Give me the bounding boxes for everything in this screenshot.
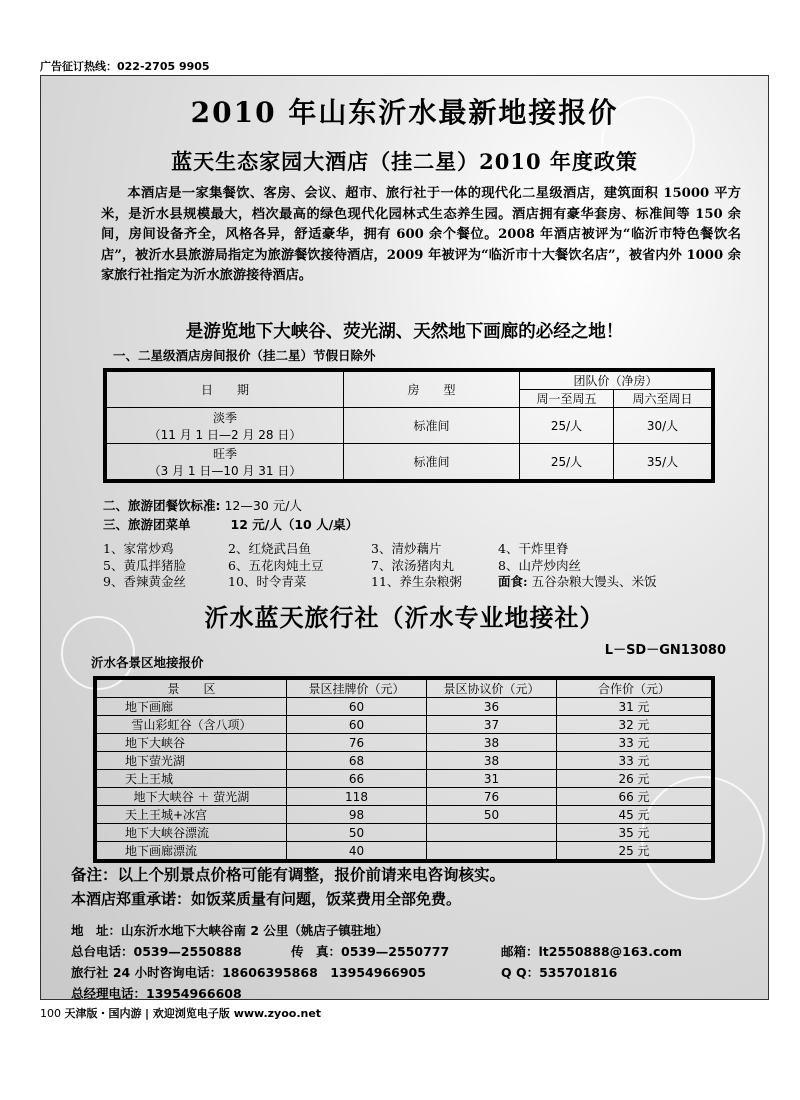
scenic-name: 地下画廊 bbox=[97, 698, 287, 716]
partner-price: 31 元 bbox=[557, 698, 712, 716]
partner-price: 33 元 bbox=[557, 752, 712, 770]
list-item: 8、山芹炒肉丝 bbox=[498, 557, 581, 573]
table-row bbox=[107, 408, 712, 444]
list-price: 98 bbox=[287, 806, 427, 824]
page-footer: 100 天津版・国内游 | 欢迎浏览电子版 www.zyoo.net bbox=[40, 1007, 322, 1020]
agreed-price: 50 bbox=[427, 806, 557, 824]
room-type-cell: 标准间 bbox=[344, 408, 520, 444]
table-row bbox=[97, 824, 712, 842]
partner-price: 33 元 bbox=[557, 734, 712, 752]
meal-standards bbox=[103, 496, 358, 534]
season-cell: 淡季 （11 月 1 日—2 月 28 日） bbox=[107, 408, 344, 444]
page-number: 100 bbox=[40, 1007, 61, 1020]
col-weekend: 周六至周日 bbox=[614, 390, 712, 408]
address: 地 址：山东沂水地下大峡谷南 2 公里（姚店子镇驻地） bbox=[71, 923, 389, 938]
list-price: 60 bbox=[287, 716, 427, 734]
menu-label: 三、旅游团菜单 bbox=[103, 517, 191, 532]
partner-price: 32 元 bbox=[557, 716, 712, 734]
room-type-cell: 标准间 bbox=[344, 444, 520, 480]
col-date: 日 期 bbox=[107, 372, 344, 408]
hotel-intro: 本酒店是一家集餐饮、客房、会议、超市、旅行社于一体的现代化二星级酒店，建筑面积 15000 平方米，是沂水县规模最大，档次最高的绿色现代化园林式生态养生园。酒店拥有豪华套房、标准间等 150 余间，房间设备齐全，风格各异，舒适豪华，拥有 600 余个餐位。2008 年酒店被评为“临沂市特色餐饮名店”，被沂水县旅游局指定为旅游餐饮接待酒店，2009 年被评为“临沂市十大餐饮名店”，被省内外 1000 余家旅行社指定为沂水旅游接待酒店。 bbox=[101, 186, 741, 283]
scenic-price-table bbox=[93, 676, 715, 863]
agreed-price: 37 bbox=[427, 716, 557, 734]
list-item: 5、黄瓜拌猪脸 bbox=[103, 557, 186, 573]
scenic-name: 地下大峡谷漂流 bbox=[97, 824, 287, 842]
meal-standard-label: 二、旅游团餐饮标准: bbox=[103, 498, 221, 513]
list-item: 7、浓汤猪肉丸 bbox=[371, 557, 454, 573]
col-list-price: 景区挂牌价（元） bbox=[287, 680, 427, 698]
table-row bbox=[97, 806, 712, 824]
ad-hotline: 广告征订热线：022-2705 9905 bbox=[40, 60, 210, 73]
season-cell: 旺季 （3 月 1 日—10 月 31 日） bbox=[107, 444, 344, 480]
col-agreed-price: 景区协议价（元） bbox=[427, 680, 557, 698]
slogan: 是游览地下大峡谷、荧光湖、天然地下画廊的必经之地！ bbox=[185, 322, 624, 342]
partner-price: 45 元 bbox=[557, 806, 712, 824]
col-group-price: 团队价（净房） bbox=[520, 372, 712, 390]
list-item: 11、养生杂粮粥 bbox=[371, 574, 462, 589]
table-row bbox=[97, 842, 712, 860]
scenic-name: 天上王城+冰宫 bbox=[97, 806, 287, 824]
list-item: 2、红烧武吕鱼 bbox=[228, 541, 311, 556]
website-link[interactable]: 欢迎浏览电子版 www.zyoo.net bbox=[152, 1007, 322, 1020]
agreed-price: 38 bbox=[427, 734, 557, 752]
scenic-name: 地下大峡谷 ＋ 萤光湖 bbox=[97, 788, 287, 806]
list-price: 66 bbox=[287, 770, 427, 788]
weekend-price: 35/人 bbox=[614, 444, 712, 480]
list-price: 76 bbox=[287, 734, 427, 752]
agreed-price: 38 bbox=[427, 752, 557, 770]
scenic-name: 地下画廊漂流 bbox=[97, 842, 287, 860]
col-partner-price: 合作价（元） bbox=[557, 680, 712, 698]
agreed-price: 31 bbox=[427, 770, 557, 788]
list-price: 40 bbox=[287, 842, 427, 860]
table-row bbox=[97, 770, 712, 788]
table-row bbox=[97, 716, 712, 734]
weekday-price: 25/人 bbox=[520, 444, 614, 480]
remark-note: 备注：以上个别景点价格可能有调整，报价前请来电咨询核实。 bbox=[71, 865, 506, 884]
edition-label: 天津版・国内游 bbox=[64, 1007, 142, 1020]
scenic-name: 天上王城 bbox=[97, 770, 287, 788]
weekday-price: 25/人 bbox=[520, 408, 614, 444]
room-section-title: 一、二星级酒店房间报价（挂二星）节假日除外 bbox=[113, 348, 376, 363]
dish-list bbox=[103, 541, 753, 591]
agreed-price bbox=[427, 824, 557, 842]
manager-phone: 总经理电话：13954966608 bbox=[71, 986, 242, 1000]
front-desk-phone: 总台电话：0539—2550888 bbox=[71, 944, 242, 959]
menu-value: 12 元/人（10 人/桌） bbox=[230, 517, 359, 532]
agreed-price: 36 bbox=[427, 698, 557, 716]
agreed-price bbox=[427, 842, 557, 860]
list-item: 6、五花肉炖土豆 bbox=[228, 557, 324, 573]
scenic-name: 雪山彩虹谷（含八项） bbox=[97, 716, 287, 734]
table-row bbox=[97, 752, 712, 770]
col-room-type: 房 型 bbox=[344, 372, 520, 408]
hotel-title: 蓝天生态家园大酒店（挂二星）2010 年度政策 bbox=[171, 149, 638, 174]
scenic-section-title: 沂水各景区地接报价 bbox=[91, 655, 204, 670]
table-row bbox=[97, 734, 712, 752]
table-row bbox=[97, 698, 712, 716]
hotel-promise: 本酒店郑重承诺：如饭菜质量有问题，饭菜费用全部免费。 bbox=[71, 890, 462, 908]
list-item: 9、香辣黄金丝 bbox=[103, 574, 186, 589]
meal-standard-value: 12—30 元/人 bbox=[224, 498, 302, 513]
list-item: 面食: 五谷杂粮大馒头、米饭 bbox=[498, 574, 657, 589]
list-price: 68 bbox=[287, 752, 427, 770]
list-price: 118 bbox=[287, 788, 427, 806]
page-title: 2010 年山东沂水最新地接报价 bbox=[190, 96, 619, 129]
scenic-name: 地下萤光湖 bbox=[97, 752, 287, 770]
license-code: L－SD－GN13080 bbox=[604, 643, 726, 658]
list-item: 1、家常炒鸡 bbox=[103, 541, 174, 556]
table-row bbox=[107, 444, 712, 480]
fax: 传 真：0539—2550777 bbox=[291, 944, 450, 959]
email: 邮箱：lt2550888@163.com bbox=[501, 944, 683, 959]
table-row bbox=[97, 788, 712, 806]
scenic-name: 地下大峡谷 bbox=[97, 734, 287, 752]
partner-price: 66 元 bbox=[557, 788, 712, 806]
col-weekday: 周一至周五 bbox=[520, 390, 614, 408]
list-item: 10、时令青菜 bbox=[228, 574, 307, 589]
list-item: 4、干炸里脊 bbox=[498, 541, 569, 556]
partner-price: 35 元 bbox=[557, 824, 712, 842]
col-scenic: 景 区 bbox=[97, 680, 287, 698]
agency-title: 沂水蓝天旅行社（沂水专业地接社） bbox=[204, 603, 605, 632]
qq-number: Q Q：535701816 bbox=[501, 965, 618, 980]
list-price: 50 bbox=[287, 824, 427, 842]
room-price-table bbox=[103, 368, 715, 483]
list-price: 60 bbox=[287, 698, 427, 716]
partner-price: 26 元 bbox=[557, 770, 712, 788]
weekend-price: 30/人 bbox=[614, 408, 712, 444]
agreed-price: 76 bbox=[427, 788, 557, 806]
partner-price: 25 元 bbox=[557, 842, 712, 860]
agency-hotline: 旅行社 24 小时咨询电话：18606395868 13954966905 bbox=[71, 965, 426, 980]
list-item: 3、清炒藕片 bbox=[371, 541, 442, 556]
page-frame bbox=[40, 75, 769, 1000]
